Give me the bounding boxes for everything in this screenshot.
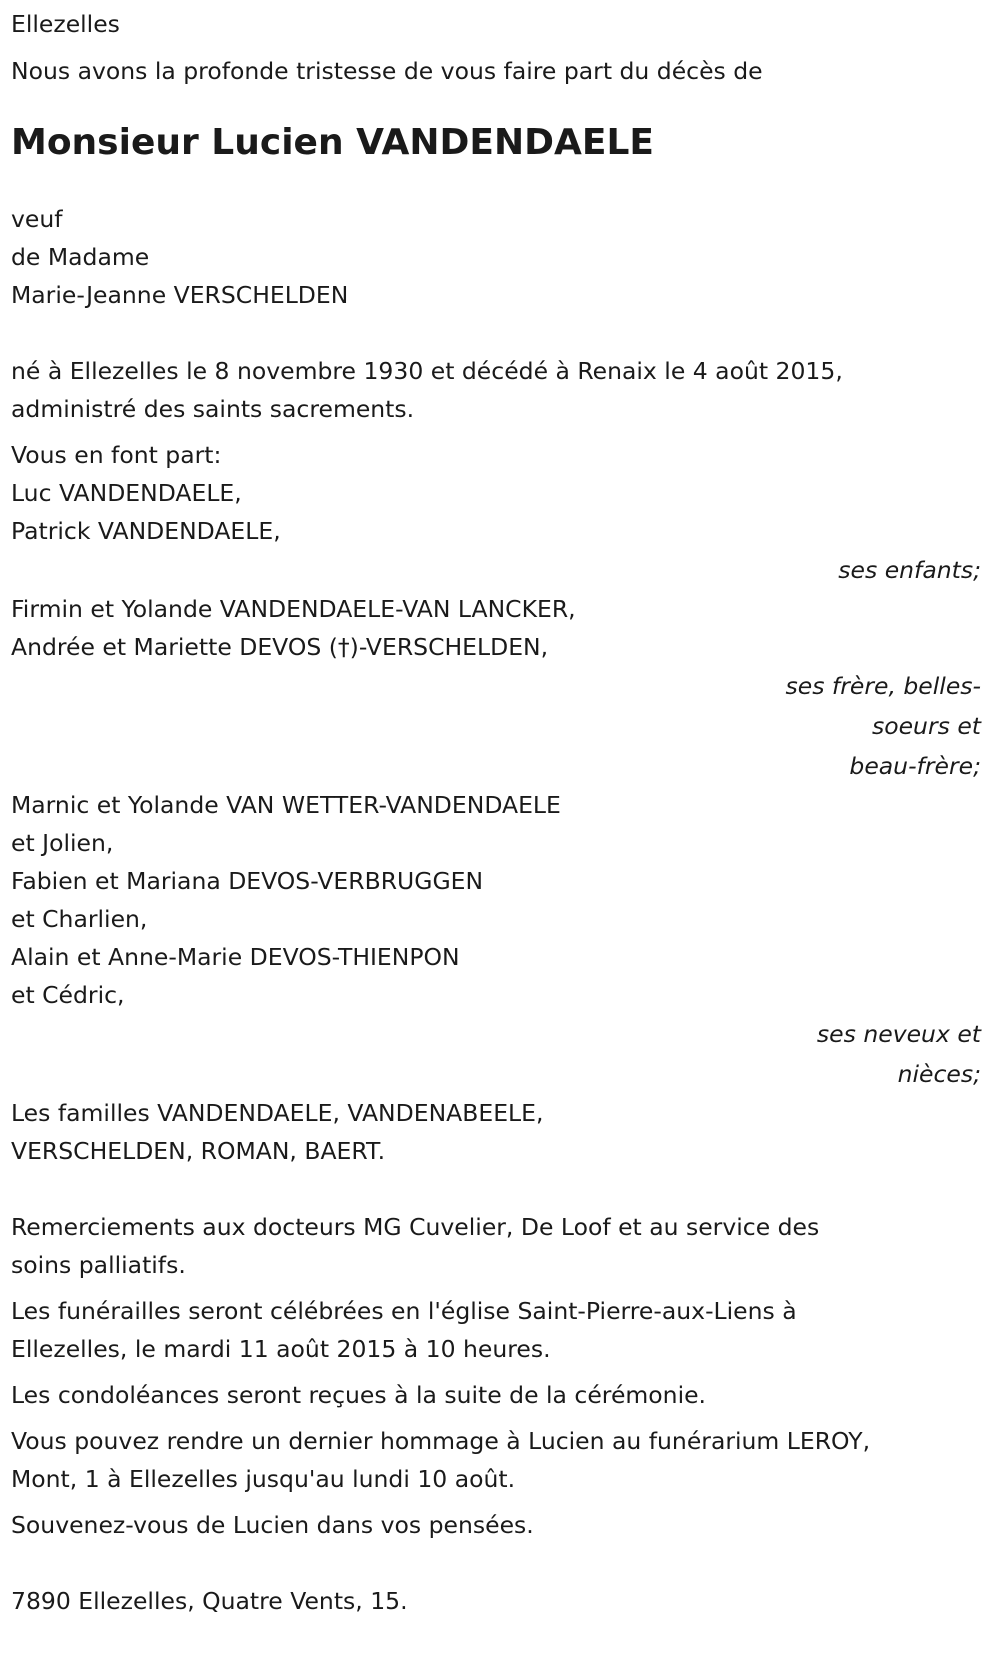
families-line: Les familles VANDENDAELE, VANDENABEELE,: [11, 1099, 544, 1127]
funeral-line: Ellezelles, le mardi 11 août 2015 à 10 heures.: [11, 1335, 551, 1363]
families-line: VERSCHELDEN, ROMAN, BAERT.: [11, 1137, 386, 1165]
spouse-name: Marie-Jeanne VERSCHELDEN: [11, 281, 349, 309]
tribute-line: Mont, 1 à Ellezelles jusqu'au lundi 10 août.: [11, 1465, 516, 1493]
spouse-line: de Madame: [11, 243, 150, 271]
obituary: [11, 0, 981, 1620]
remember-line: Souvenez-vous de Lucien dans vos pensées.: [11, 1511, 534, 1539]
role-nephews: ses neveux et: [816, 1020, 981, 1048]
address-line: 7890 Ellezelles, Quatre Vents, 15.: [11, 1587, 408, 1615]
role-siblings: soeurs et: [871, 712, 981, 740]
nephew-name: Fabien et Mariana DEVOS-VERBRUGGEN: [11, 867, 484, 895]
role-siblings: beau-frère;: [849, 752, 981, 780]
role-siblings: ses frère, belles-: [785, 672, 981, 700]
nephew-name: Alain et Anne-Marie DEVOS-THIENPON: [11, 943, 460, 971]
funeral-line: Les funérailles seront célébrées en l'église Saint-Pierre-aux-Liens à: [11, 1297, 797, 1325]
sibling-name: Andrée et Mariette DEVOS (†)-VERSCHELDEN,: [11, 633, 549, 661]
town: Ellezelles: [11, 10, 120, 38]
child-name: Patrick VANDENDAELE,: [11, 517, 281, 545]
tribute-line: Vous pouvez rendre un dernier hommage à Lucien au funérarium LEROY,: [11, 1427, 871, 1455]
sacraments-line: administré des saints sacrements.: [11, 395, 415, 423]
nephew-name: et Jolien,: [11, 829, 114, 857]
announcers-intro: Vous en font part:: [11, 441, 222, 469]
condolences-line: Les condoléances seront reçues à la suite de la cérémonie.: [11, 1381, 707, 1409]
child-name: Luc VANDENDAELE,: [11, 479, 242, 507]
deceased-name: Monsieur Lucien VANDENDAELE: [11, 122, 654, 163]
nephew-name: et Cédric,: [11, 981, 125, 1009]
sibling-name: Firmin et Yolande VANDENDAELE-VAN LANCKER,: [11, 595, 576, 623]
birth-death-line: né à Ellezelles le 8 novembre 1930 et décédé à Renaix le 4 août 2015,: [11, 357, 843, 385]
role-nephews: nièces;: [897, 1060, 981, 1088]
intro-text: Nous avons la profonde tristesse de vous faire part du décès de: [11, 57, 763, 85]
thanks-line: soins palliatifs.: [11, 1251, 186, 1279]
spouse-line: veuf: [11, 205, 63, 233]
thanks-line: Remerciements aux docteurs MG Cuvelier, De Loof et au service des: [11, 1213, 820, 1241]
role-children: ses enfants;: [838, 556, 981, 584]
nephew-name: Marnic et Yolande VAN WETTER-VANDENDAELE: [11, 791, 561, 819]
nephew-name: et Charlien,: [11, 905, 148, 933]
